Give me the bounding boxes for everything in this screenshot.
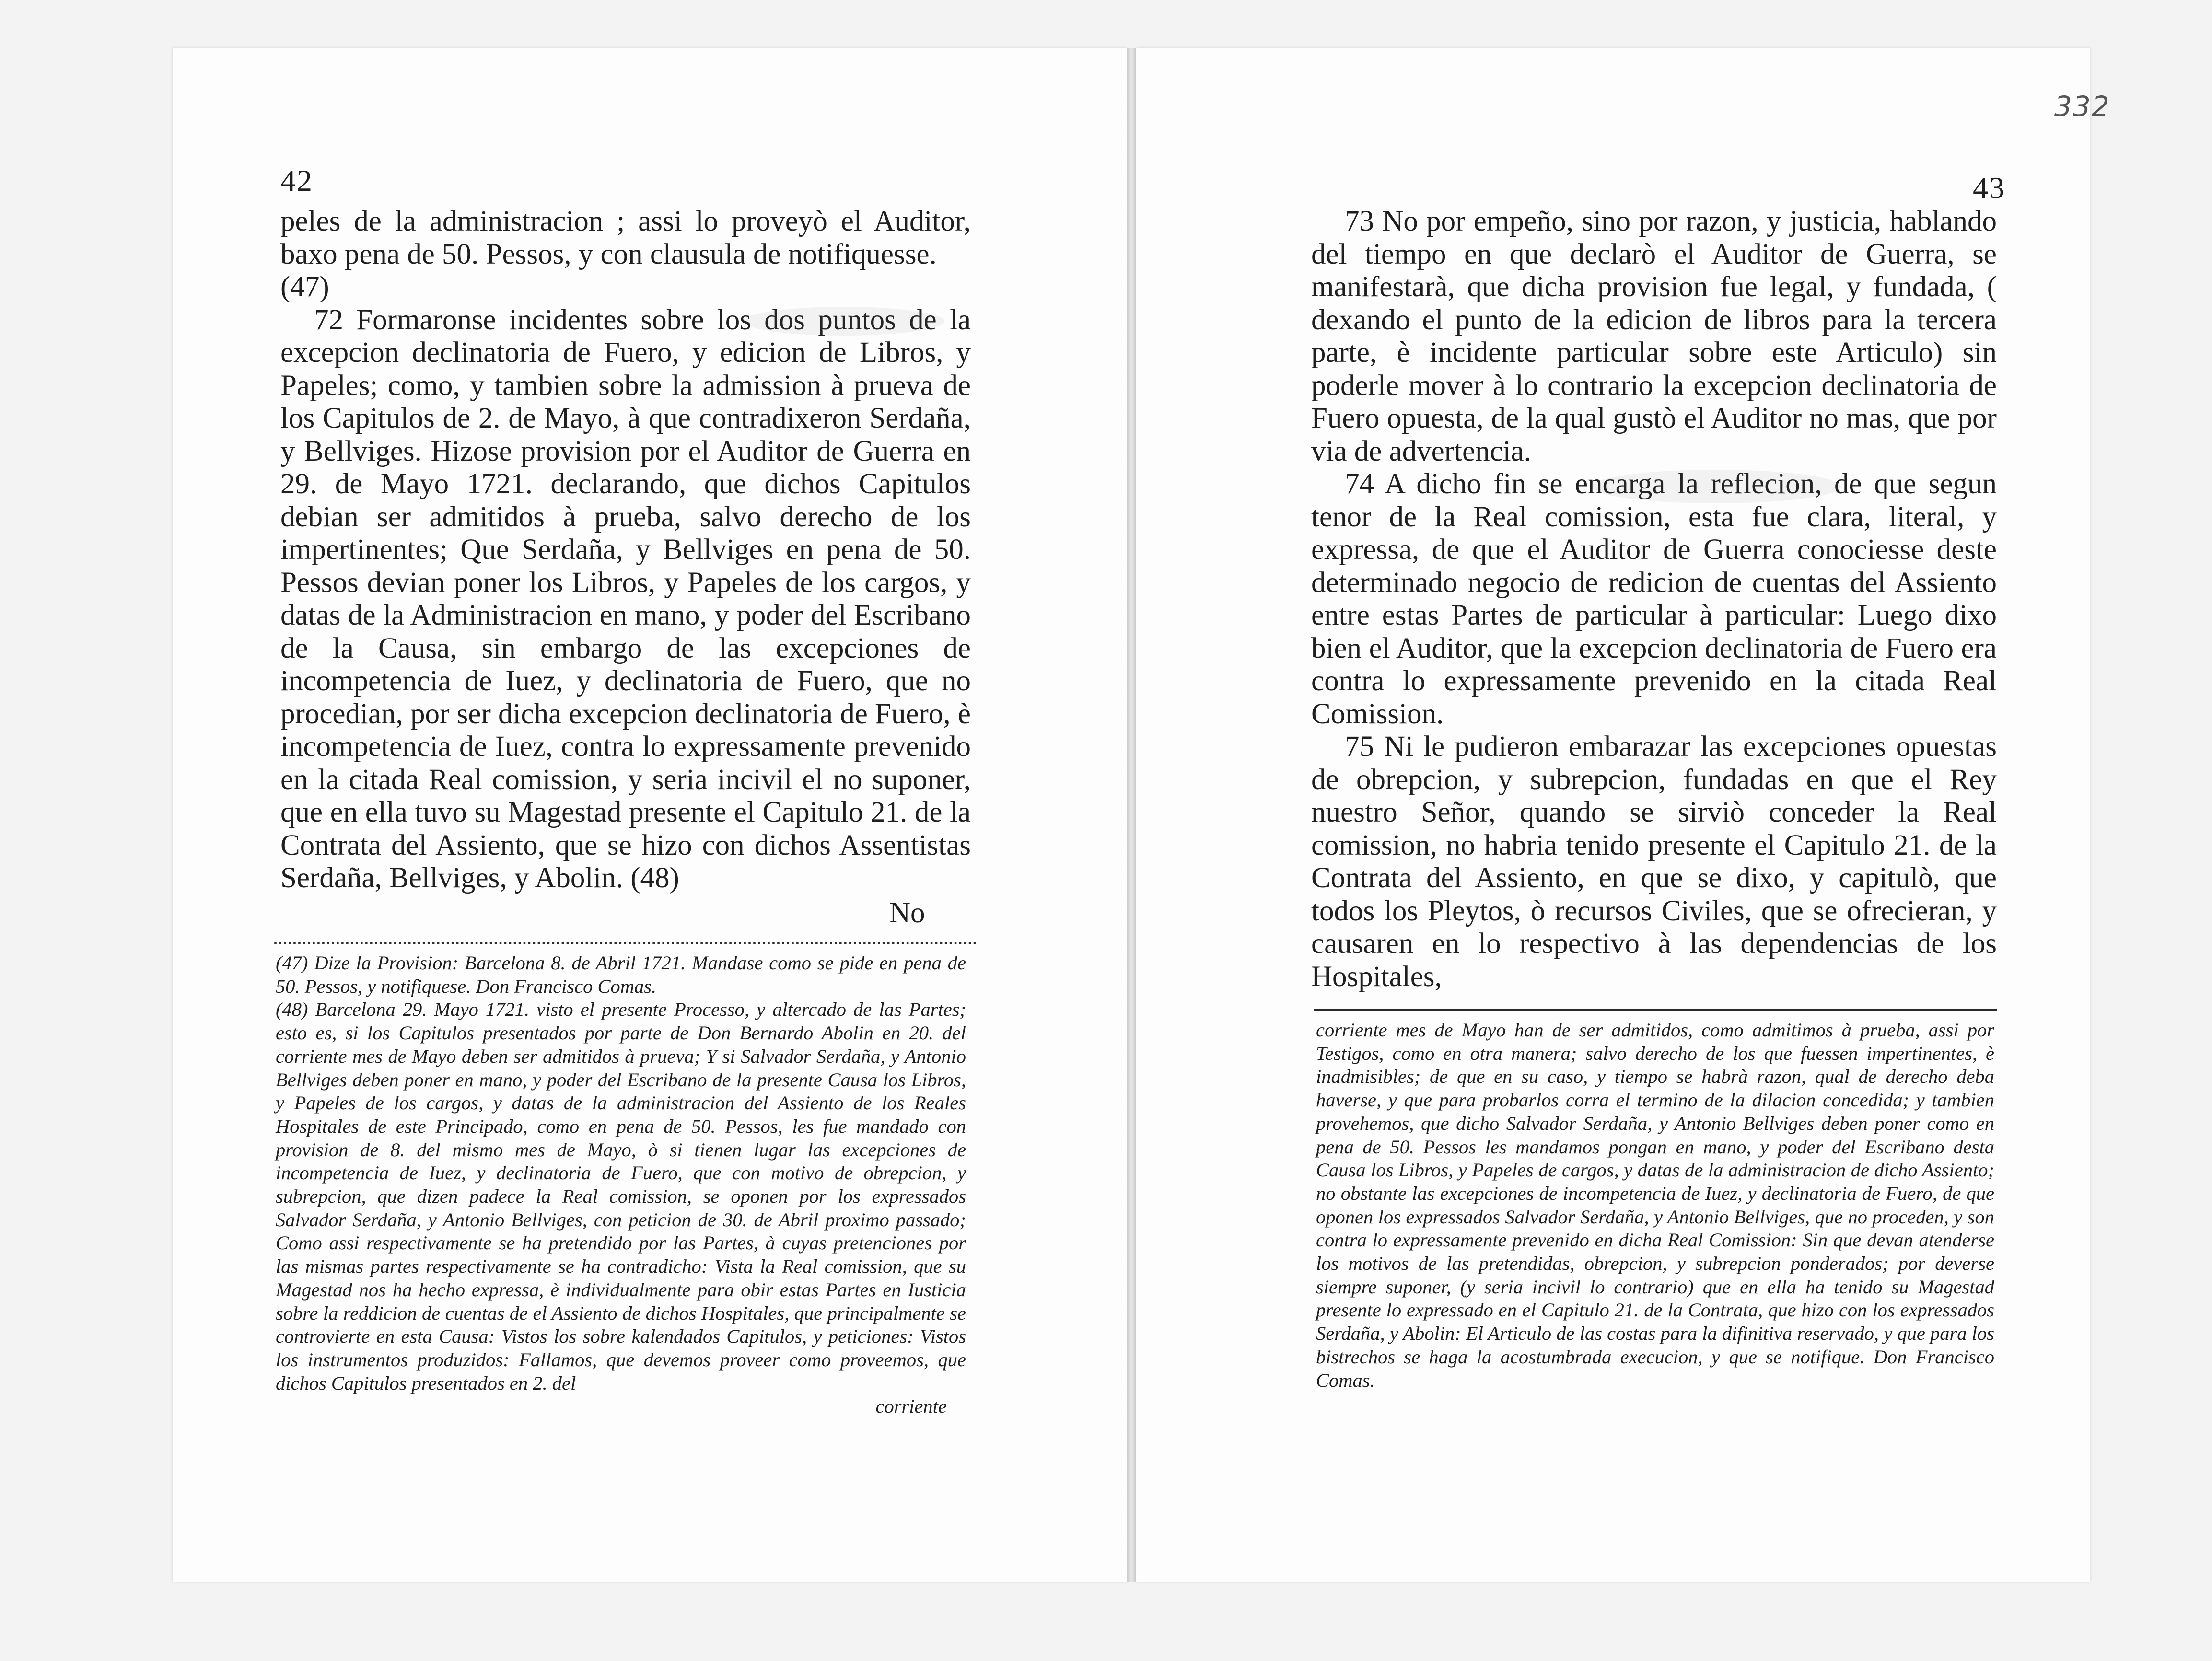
left-page-number: 42 [280,163,313,197]
footnote-48-continued: corriente mes de Mayo han de ser admitidos, como admitimos à prueba, assi por Testigos, como en otra manera; salvo derecho de los que fuessen impertinentes, è inadmisibles; de que en su caso, y tiempo se habrà razon, qual de derecho deba haverse, y que para probarlos corra el termino de la dilacion concedida; y tambien provehemos, que dicho Salvador Serdaña, y Antonio Bellviges deben poner como en pena de 50. Pessos les mandamos pongan en mano, y poder del Escribano desta Causa los Libros, y Papeles de cargos, y datas de la administracion de dicho Assiento; no obstante las excepciones de incompetencia de Iuez, y declinatoria de Fuero, de que oponen los expressados Salvador Serdaña, y Antonio Bellviges, que no proceden, y son contra lo expressamente prevenido en dicha Real Comission: Sin que devan atenderse los motivos de las pretendidas, obrepcion, y subrepcion ponderados; por deverse siempre suponer, (y seria incivil lo contrario) que en ella ha tenido su Magestad presente lo expressado en el Capitulo 21. de la Contrata, que hizo con los expressados Serdaña, y Abolin: El Articulo de las costas para la difinitiva reservado, y que para los bistrechos se haga la acostumbrada execucion, y que se notifique. Don Francisco Comas. [1316,1019,1994,1391]
right-page-number: 43 [1973,171,2005,205]
footnote-catchword: corriente [875,1395,947,1417]
right-footnote-rule [1314,1009,1997,1011]
left-paragraph-continuation: peles de la administracion ; assi lo proveyò el Auditor, baxo pena de 50. Pessos, y con clausula de notifiquesse. [280,205,971,270]
bleed-through-mark [743,307,944,336]
bleed-through-mark [1592,470,1841,503]
note-reference-47: (47) [280,271,329,303]
paragraph-75: 75 Ni le pudieron embarazar las excepciones opuestas de obrepcion, y subrepcion, fundadas en que el Rey nuestro Señor, quando se sirviò conceder la Real comission, no habria tenido presente el Capitulo 21. de la Contrata del Assiento, en que se dixo, y capitulò, que todos los Pleytos, ò recursos Civiles, que se ofrecieran, y causaren en lo respectivo à las dependencias de los Hospitales, [1311,731,1997,993]
paragraph-72: 72 Formaronse incidentes sobre los dos puntos de la excepcion declinatoria de Fuero, y edicion de Libros, y Papeles; como, y tambien sobre la admission à prueva de los Capitulos de 2. de Mayo, à que contradixeron Serdaña, y Bellviges. Hizose provision por el Auditor de Guerra en 29. de Mayo 1721. declarando, que dichos Capitulos debian ser admitidos à prueba, salvo derecho de los impertinentes; Que Serdaña, y Bellviges en pena de 50. Pessos devian poner los Libros, y Papeles de los cargos, y datas de la Administracion en mano, y poder del Escribano de la Causa, sin embargo de las excepciones de incompetencia de Iuez, y declinatoria de Fuero, que no procedian, por ser dicha excepcion declinatoria de Fuero, è incompetencia de Iuez, contra lo expressamente prevenido en la citada Real comission, y seria incivil el no suponer, que en ella tuvo su Magestad presente el Capitulo 21. de la Contrata del Assiento, que se hizo con dichos Assentistas Serdaña, Bellviges, y Abolin. (48) [280,303,971,894]
right-body-text [1311,205,1997,993]
paragraph-73: 73 No por empeño, sino por razon, y justicia, hablando del tiempo en que declarò el Auditor de Guerra, se manifestarà, que dicha provision fue legal, y fundada, ( dexando el punto de la edicion de libros para la tercera parte, è incidente particular sobre este Articulo) sin poderle mover à lo contrario la excepcion declinatoria de Fuero opuesta, de la qual gustò el Auditor no mas, que por via de advertencia. [1311,205,1997,467]
paragraph-74: 74 A dicho fin se encarga la reflecion, de que segun tenor de la Real comission, esta fue clara, literal, y expressa, de que el Auditor de Guerra conociesse deste determinado negocio de redicion de cuentas del Assiento entre estas Partes de particular à particular: Luego dixo bien el Auditor, que la excepcion declinatoria de Fuero era contra lo expressamente prevenido en la citada Real Comission. [1311,468,1997,730]
footnote-48: (48) Barcelona 29. Mayo 1721. visto el presente Processo, y altercado de las Partes; esto es, si los Capitulos presentados por parte de Don Bernardo Abolin en 20. del corriente mes de Mayo deben ser admitidos à prueva; Y si Salvador Serdaña, y Antonio Bellviges deben poner en mano, y poder del Escribano de la presente Causa los Libros, y Papeles de los cargos, y datas de la administracion del Assiento de los Reales Hospitales de este Principado, como en pena de 50. Pessos, les fue mandado con provision de 8. del mismo mes de Mayo, ò si tienen lugar las excepciones de incompetencia de Iuez, y declinatoria de Fuero, que con motivo de obrepcion, y subrepcion, que dizen padece la Real comission, se oponen por los expressados Salvador Serdaña, y Antonio Bellviges, con peticion de 30. de Abril proximo passado; Como assi respectivamente se ha pretendido por las Partes, à cuyas pretenciones por las mismas partes respectivamente se ha contradicho: Vista la Real comission, que su Magestad nos ha hecho expressa, è individualmente para obir estas Partes en Iusticia sobre la reddicion de cuentas de el Assiento de dichos Hospitales, que principalmente se controvierte en esta Causa: Vistos los sobre kalendados Capitulos, y peticiones: Vistos los instrumentos produzidos: Fallamos, que devemos proveer como proveemos, que dichos Capitulos presentados en 2. del [276,999,966,1394]
left-catchword: No [889,897,925,929]
left-footnotes [276,952,966,1418]
footnote-47: (47) Dize la Provision: Barcelona 8. de Abril 1721. Mandase como se pide en pena de 50. Pessos, y notifiquese. Don Francisco Comas. [276,952,966,997]
book-gutter [1127,48,1136,1582]
folio-number: 332 [2054,90,2110,123]
right-footnotes [1316,1019,1994,1392]
left-footnote-rule [274,942,977,944]
